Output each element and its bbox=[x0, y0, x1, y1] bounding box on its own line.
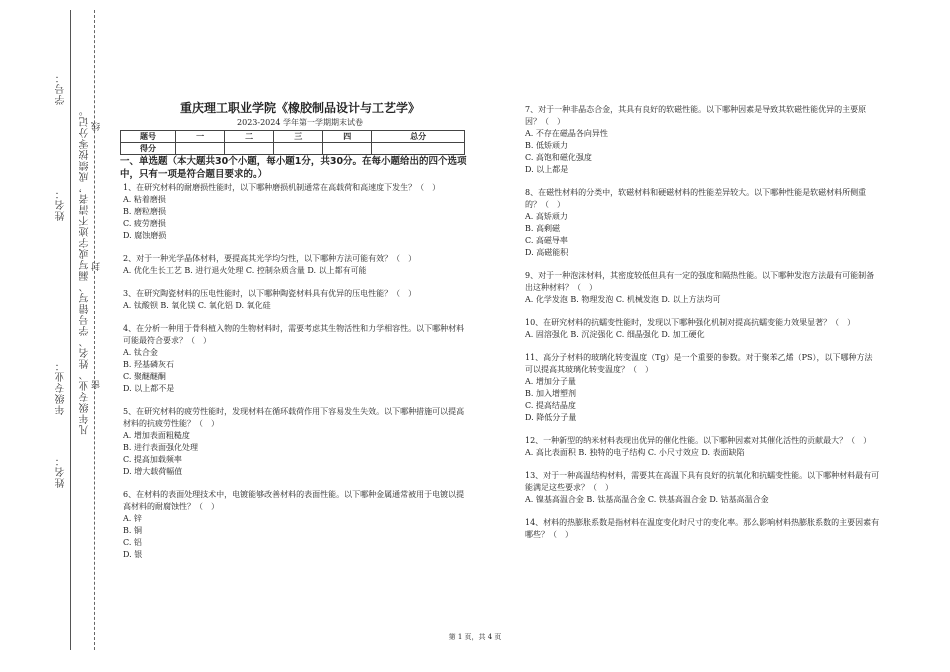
binding-strip bbox=[0, 0, 115, 672]
question-stem: 5、在研究材料的疲劳性能时，发现材料在循环载荷作用下容易发生失效。以下哪种措施可以提高材料的抗疲劳性能？（ ） bbox=[123, 407, 465, 428]
question-stem: 4、在分析一种用于骨科植入物的生物材料时，需要考虑其生物活性和力学相容性。以下哪种材料可能最符合要求？（ ） bbox=[123, 324, 465, 345]
right-question-column bbox=[525, 104, 880, 552]
answer-option: B. 低矫顽力 bbox=[525, 141, 568, 150]
question-item bbox=[525, 270, 880, 306]
answer-option: B. 高剩磁 bbox=[525, 224, 560, 233]
question-item bbox=[123, 489, 468, 561]
exam-title: 重庆理工职业学院《橡胶制品设计与工艺学》 bbox=[179, 101, 420, 115]
answer-option: B. 进行表面强化处理 bbox=[123, 443, 198, 452]
page-footer: 第 1 页，共 4 页 bbox=[448, 633, 502, 641]
year-major-label: 年级专业： bbox=[56, 360, 67, 415]
answer-option: C. 高磁导率 bbox=[525, 236, 568, 245]
answer-option: A. 增加表面粗糙度 bbox=[123, 431, 190, 440]
question-stem: 13、对于一种高温结构材料，需要其在高温下具有良好的抗氧化和抗蠕变性能。以下哪种材料最有可能满足这些要求？（ ） bbox=[525, 471, 880, 492]
score-table bbox=[120, 130, 465, 155]
answer-option: A. 锌 bbox=[123, 514, 142, 523]
question-stem: 12、一种新型的纳米材料表现出优异的催化性能。以下哪种因素对其催化活性的贡献最大？（ ） bbox=[525, 436, 872, 445]
name-label: 姓名： bbox=[56, 188, 67, 221]
question-stem: 3、在研究陶瓷材料的压电性能时，以下哪种陶瓷材料具有优异的压电性能？（ ） bbox=[123, 289, 417, 298]
score-cell: 得分 bbox=[121, 143, 176, 155]
question-item bbox=[525, 352, 880, 424]
left-question-column bbox=[123, 182, 468, 572]
binding-cut-line bbox=[94, 10, 95, 650]
score-cell: 题号 bbox=[121, 131, 176, 143]
question-stem: 6、在材料的表面处理技术中，电镀能够改善材料的表面性能。以下哪种金属通常被用于电镀以提高材料的耐腐蚀性？（ ） bbox=[123, 490, 465, 511]
school-label: 姓名： bbox=[56, 455, 67, 488]
answer-option: B. 铜 bbox=[123, 526, 142, 535]
question-item bbox=[123, 253, 468, 277]
score-table-header-row bbox=[121, 131, 465, 143]
answer-option: A. 高比表面积 B. 独特的电子结构 C. 小尺寸效应 D. 表面缺陷 bbox=[525, 448, 745, 457]
answer-option: D. 增大载荷幅值 bbox=[123, 467, 183, 476]
score-cell: 二 bbox=[225, 131, 274, 143]
question-stem: 14、材料的热膨胀系数是指材料在温度变化时尺寸的变化率。那么影响材料热膨胀系数的主要因素有哪些？（ ） bbox=[525, 518, 880, 539]
answer-option: C. 聚醚醚酮 bbox=[123, 372, 166, 381]
answer-option: A. 增加分子量 bbox=[525, 377, 576, 386]
score-cell: 三 bbox=[274, 131, 323, 143]
answer-option: D. 降低分子量 bbox=[525, 413, 577, 422]
seal-mark-mi: 密 bbox=[92, 380, 102, 389]
score-cell: 四 bbox=[323, 131, 372, 143]
answer-option: A. 化学发泡 B. 物理发泡 C. 机械发泡 D. 以上方法均可 bbox=[525, 295, 721, 304]
answer-option: B. 磨粒磨损 bbox=[123, 207, 166, 216]
score-cell-blank bbox=[274, 143, 323, 155]
answer-option: A. 粘着磨损 bbox=[123, 195, 166, 204]
answer-option: C. 高饱和磁化强度 bbox=[525, 153, 592, 162]
score-cell-blank bbox=[323, 143, 372, 155]
question-stem: 10、在研究材料的抗蠕变性能时，发现以下哪种强化机制对提高抗蠕变能力效果显著？（ ） bbox=[525, 318, 856, 327]
score-cell-blank bbox=[176, 143, 225, 155]
binding-line-left bbox=[70, 10, 71, 650]
score-cell-blank bbox=[372, 143, 465, 155]
answer-option: A. 钛合金 bbox=[123, 348, 158, 357]
question-item bbox=[525, 435, 880, 459]
question-stem: 2、对于一种光学晶体材料，要提高其光学均匀性，以下哪种方法可能有效？（ ） bbox=[123, 254, 417, 263]
answer-option: A. 钛酸钡 B. 氧化镁 C. 氧化铝 D. 氧化硅 bbox=[123, 301, 271, 310]
question-item bbox=[123, 406, 468, 478]
score-cell: 一 bbox=[176, 131, 225, 143]
question-item bbox=[525, 517, 880, 541]
answer-option: D. 腐蚀磨损 bbox=[123, 231, 167, 240]
seal-mark-feng: 封 bbox=[92, 262, 102, 271]
score-table-score-row bbox=[121, 143, 465, 155]
question-item bbox=[123, 323, 468, 395]
question-item bbox=[525, 470, 880, 506]
score-cell-blank bbox=[225, 143, 274, 155]
answer-option: D. 以上都不是 bbox=[123, 384, 175, 393]
seal-mark-xian: 线 bbox=[92, 122, 102, 131]
answer-option: D. 高磁能积 bbox=[525, 248, 569, 257]
question-stem: 9、对于一种泡沫材料，其密度较低但具有一定的强度和隔热性能。以下哪种发泡方法最有可能制备出这种材料？（ ） bbox=[525, 271, 875, 292]
answer-option: D. 以上都是 bbox=[525, 165, 569, 174]
section-heading: 一、单选题（本大题共30个小题，每小题1分，共30分。在每小题给出的四个选项中，只有一项是符合题目要求的。） bbox=[120, 156, 467, 180]
answer-option: C. 提高加载频率 bbox=[123, 455, 182, 464]
answer-option: C. 提高结晶度 bbox=[525, 401, 576, 410]
question-stem: 1、在研究材料的耐磨损性能时，以下哪种磨损机制通常在高载荷和高速度下发生？（ ） bbox=[123, 183, 441, 192]
question-stem: 8、在磁性材料的分类中，软磁材料和硬磁材料的性能差异较大。以下哪种性能是软磁材料所侧重的？（ ） bbox=[525, 188, 867, 209]
student-id-label: 学号： bbox=[56, 72, 67, 105]
score-cell: 总分 bbox=[372, 131, 465, 143]
exam-subtitle: 2023-2024 学年第一学期期末试卷 bbox=[237, 118, 363, 127]
question-stem: 11、高分子材料的玻璃化转变温度（Tg）是一个重要的参数。对于聚苯乙烯（PS），以下哪种方法可以提高其玻璃化转变温度？（ ） bbox=[525, 353, 873, 374]
answer-option: B. 加入增塑剂 bbox=[525, 389, 576, 398]
binding-warning: 凡年级专业、姓名、学号错写、漏写或字迹不清者，成绩按零分记。 bbox=[80, 105, 91, 435]
answer-option: B. 羟基磷灰石 bbox=[123, 360, 174, 369]
question-item bbox=[123, 182, 468, 242]
answer-option: A. 高矫顽力 bbox=[525, 212, 568, 221]
answer-option: A. 固溶强化 B. 沉淀强化 C. 细晶强化 D. 加工硬化 bbox=[525, 330, 705, 339]
answer-option: C. 疲劳磨损 bbox=[123, 219, 166, 228]
question-stem: 7、对于一种非晶态合金，其具有良好的软磁性能。以下哪种因素是导致其软磁性能优异的主要原因？（ ） bbox=[525, 105, 867, 126]
question-item bbox=[123, 288, 468, 312]
question-item bbox=[525, 104, 880, 176]
answer-option: C. 铝 bbox=[123, 538, 142, 547]
answer-option: A. 不存在磁晶各向异性 bbox=[525, 129, 608, 138]
question-item bbox=[525, 317, 880, 341]
answer-option: A. 优化生长工艺 B. 进行退火处理 C. 控制杂质含量 D. 以上都有可能 bbox=[123, 266, 367, 275]
answer-option: D. 银 bbox=[123, 550, 143, 559]
answer-option: A. 镍基高温合金 B. 钛基高温合金 C. 铁基高温合金 D. 钴基高温合金 bbox=[525, 495, 769, 504]
question-item bbox=[525, 187, 880, 259]
